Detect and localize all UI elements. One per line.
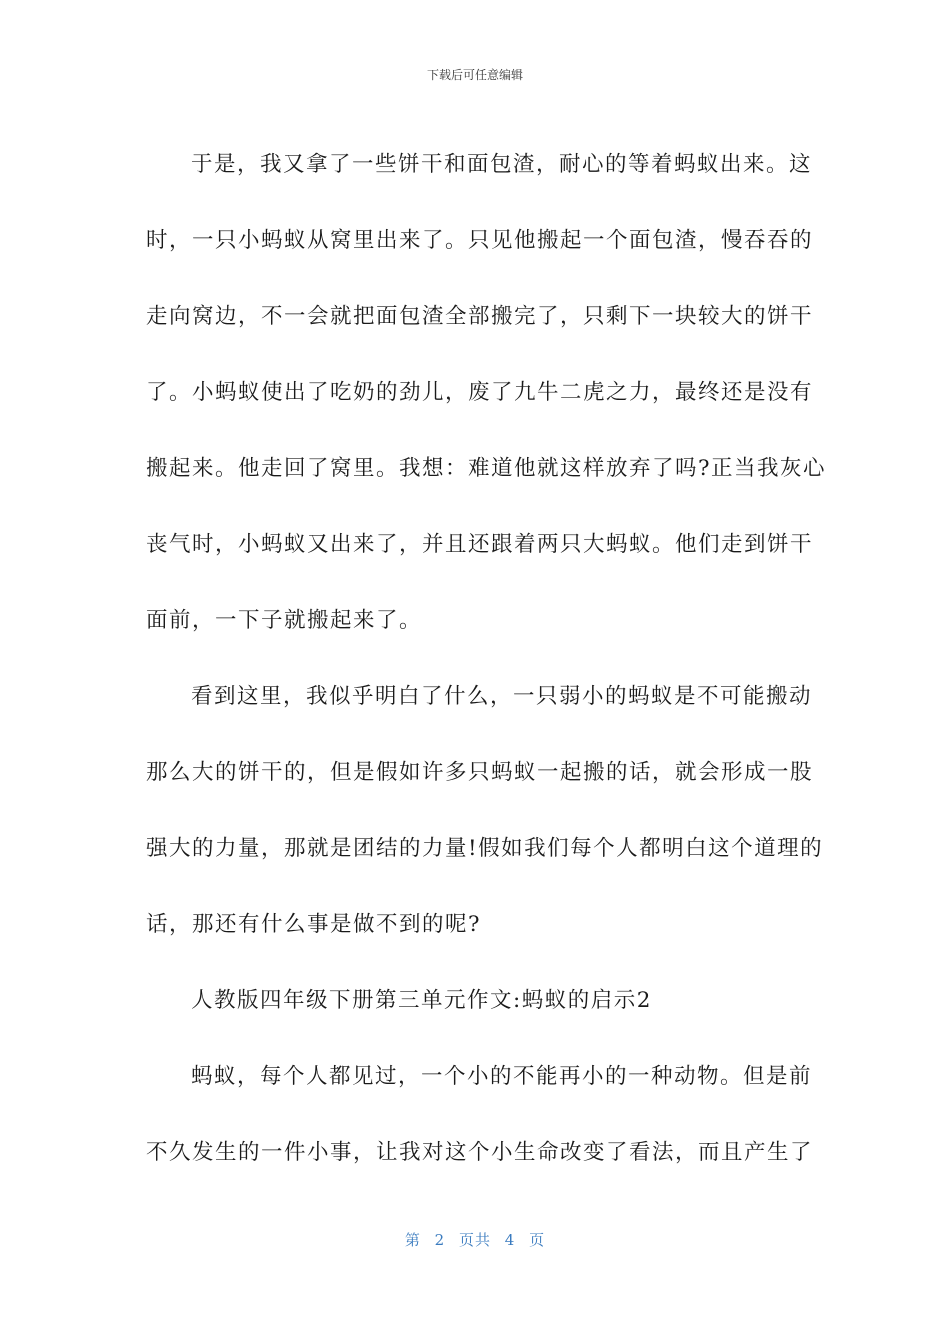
footer-prefix: 第	[404, 1231, 421, 1249]
paragraph-2	[146, 659, 824, 963]
paragraph-line: 时，一只小蚂蚁从窝里出来了。只见他搬起一个面包渣，慢吞吞的	[146, 228, 814, 253]
paragraph-line: 强大的力量，那就是团结的力量!假如我们每个人都明白这个道理的	[146, 836, 824, 861]
paragraph-line: 话，那还有什么事是做不到的呢?	[146, 912, 482, 937]
paragraph-line: 走向窝边，不一会就把面包渣全部搬完了，只剩下一块较大的饼干	[146, 304, 814, 329]
footer-current-page: 2	[434, 1231, 446, 1249]
paragraph-line: 了。小蚂蚁使出了吃奶的劲儿，废了九牛二虎之力，最终还是没有	[146, 380, 814, 405]
section-heading-text: 人教版四年级下册第三单元作文:蚂蚁的启示2	[191, 988, 652, 1013]
paragraph-line: 蚂蚁，每个人都见过，一个小的不能再小的一种动物。但是前	[191, 1064, 813, 1089]
page-header: 下载后可任意编辑	[426, 68, 523, 82]
paragraph-line: 搬起来。他走回了窝里。我想：难道他就这样放弃了吗?正当我灰心	[146, 456, 827, 481]
section-heading	[146, 963, 806, 1039]
paragraph-1	[146, 127, 827, 659]
paragraph-line: 于是，我又拿了一些饼干和面包渣，耐心的等着蚂蚁出来。这	[191, 152, 813, 177]
paragraph-line: 那么大的饼干的，但是假如许多只蚂蚁一起搬的话，就会形成一股	[146, 760, 814, 785]
footer-suffix: 页	[529, 1231, 546, 1249]
footer-total-pages: 4	[504, 1231, 516, 1249]
paragraph-line: 看到这里，我似乎明白了什么，一只弱小的蚂蚁是不可能搬动	[191, 684, 813, 709]
paragraph-line: 不久发生的一件小事，让我对这个小生命改变了看法，而且产生了	[146, 1140, 814, 1165]
paragraph-line: 丧气时，小蚂蚁又出来了，并且还跟着两只大蚂蚁。他们走到饼干	[146, 532, 814, 557]
document-body	[146, 127, 827, 1191]
paragraph-3	[146, 1039, 814, 1191]
footer-middle: 页共	[458, 1231, 491, 1249]
page-footer	[0, 1229, 950, 1250]
paragraph-line: 面前，一下子就搬起来了。	[146, 608, 423, 633]
